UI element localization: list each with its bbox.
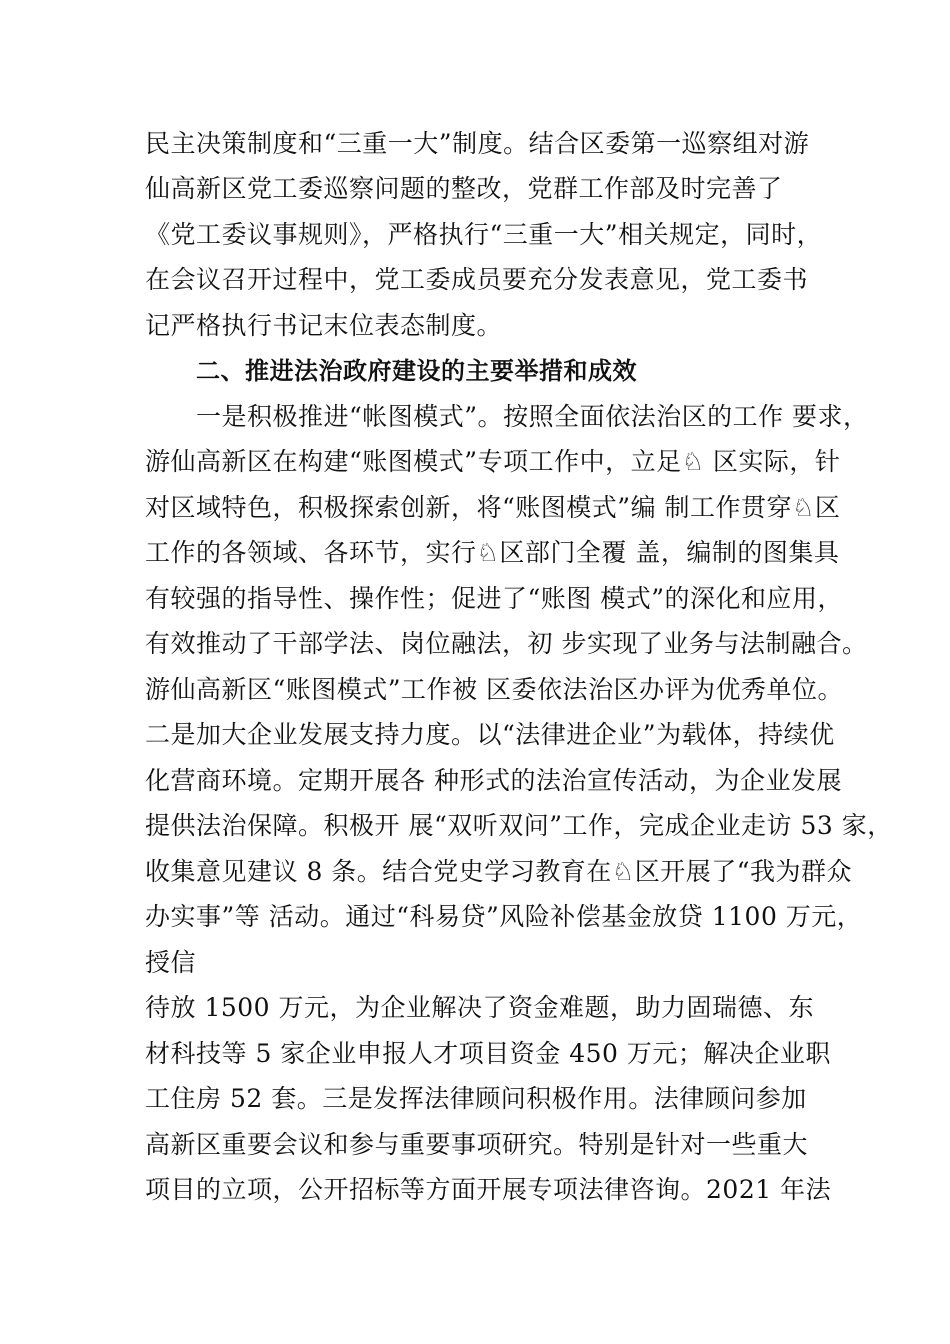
text-line: 材科技等 5 家企业申报人才项目资金 450 万元；解决企业职 <box>145 1039 831 1068</box>
section-heading: 二、推进法治政府建设的主要举措和成效 <box>196 357 637 385</box>
text-line: 化营商环境。定期开展各 种形式的法治宣传活动，为企业发展 <box>145 766 842 795</box>
text-line: 有效推动了干部学法、岗位融法，初 步实现了业务与法制融合。 <box>145 629 868 658</box>
text-line: 工作的各领域、各环节，实行♘区部门全覆 盖，编制的图集具 <box>145 538 840 567</box>
text-line: 游仙高新区“账图模式”工作被 区委依法治区办评为优秀单位。 <box>145 675 844 704</box>
text-line: 在会议召开过程中，党工委成员要充分发表意见，党工委书 <box>145 265 809 294</box>
text-line: 民主决策制度和“三重一大”制度。结合区委第一巡察组对游 <box>145 129 810 158</box>
text-line: 记严格执行书记末位表态制度。 <box>145 311 503 340</box>
text-line: 二是加大企业发展支持力度。以“法律进企业”为载体，持续优 <box>145 720 835 749</box>
text-line: 一是积极推进“帐图模式”。按照全面依法治区的工作 要求， <box>196 402 869 431</box>
text-line: 仙高新区党工委巡察问题的整改，党群工作部及时完善了 <box>145 174 783 203</box>
text-line: 对区域特色，积极探索创新，将“账图模式”编 制工作贯穿♘区 <box>145 493 841 522</box>
text-line: 提供法治保障。积极开 展“双听双问”工作，完成企业走访 53 家， <box>145 811 893 840</box>
text-line: 高新区重要会议和参与重要事项研究。特别是针对一些重大 <box>145 1130 809 1159</box>
text-line: 待放 1500 万元，为企业解决了资金难题，助力固瑞德、东 <box>145 993 815 1022</box>
text-line: 授信 <box>145 948 197 977</box>
text-line: 游仙高新区在构建“账图模式”专项工作中，立足♘ 区实际，针 <box>145 447 841 476</box>
text-line: 办实事”等 活动。通过“科易贷”风险补偿基金放贷 1100 万元， <box>145 902 863 931</box>
text-line: 有较强的指导性、操作性；促进了“账图 模式”的深化和应用， <box>145 584 844 613</box>
text-line: 《党工委议事规则》，严格执行“三重一大”相关规定，同时， <box>145 220 823 249</box>
text-line: 收集意见建议 8 条。结合党史学习教育在♘区开展了“我为群众 <box>145 857 852 886</box>
text-line: 工住房 52 套。三是发挥法律顾问积极作用。法律顾问参加 <box>145 1084 807 1113</box>
text-line: 项目的立项，公开招标等方面开展专项法律咨询。2021 年法 <box>145 1175 832 1204</box>
